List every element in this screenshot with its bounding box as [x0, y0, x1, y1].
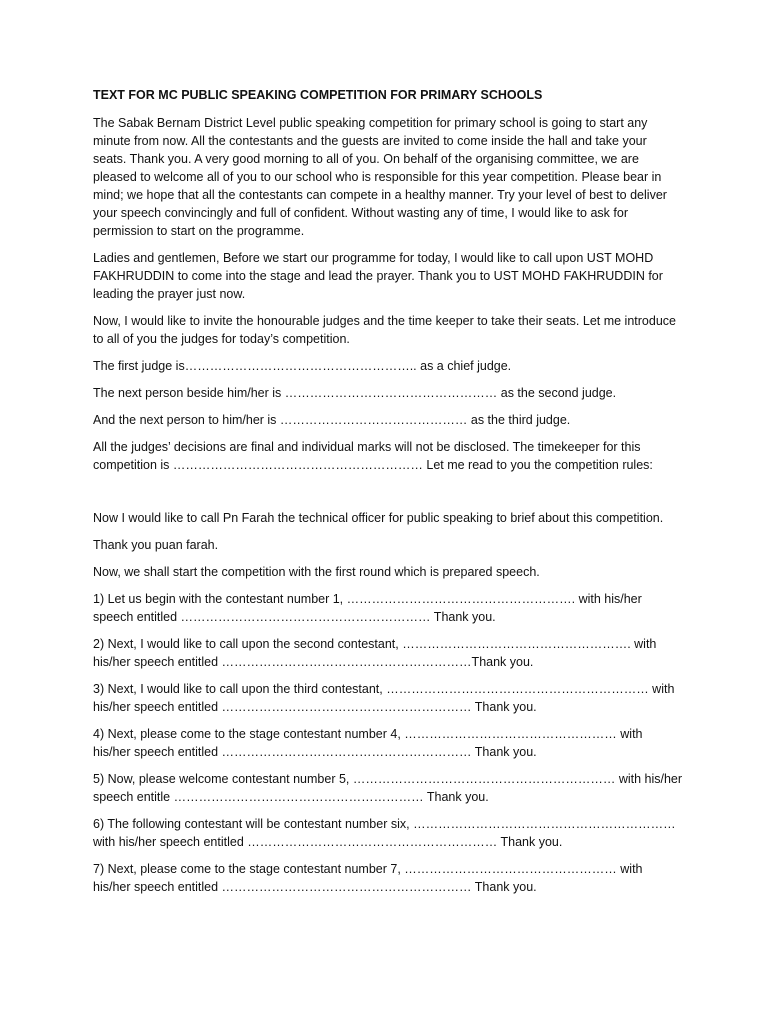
- paragraph-first-judge: The first judge is……………………………………………….. as a chief judge.: [93, 359, 512, 373]
- paragraph-technical-officer: Now I would like to call Pn Farah the technical officer for public speaking to brief about this competition.: [93, 511, 664, 525]
- contestant-item: 2) Next, I would like to call upon the second contestant, ………………………………………………. with his/her speech entitled ……………………………………………………Thank you.: [93, 637, 657, 669]
- contestant-item: 3) Next, I would like to call upon the third contestant, ……………………………………………………… with his/her speech entitled …………………………………………………… Thank you.: [93, 682, 675, 714]
- contestant-item: 7) Next, please come to the stage contestant number 7, …………………………………………… with his/her speech entitled …………………………………………………… Thank you.: [93, 862, 643, 894]
- paragraph-second-judge: The next person beside him/her is …………………………………………… as the second judge.: [93, 386, 617, 400]
- paragraph-judges-intro: Now, I would like to invite the honourable judges and the time keeper to take their seats. Let me introduce to all of you the judges for today’s competition.: [93, 314, 676, 346]
- paragraph-first-round: Now, we shall start the competition with the first round which is prepared speech.: [93, 565, 540, 579]
- paragraph-prayer: Ladies and gentlemen, Before we start our programme for today, I would like to call upon UST MOHD FAKHRUDDIN to come into the stage and lead the prayer. Thank you to UST MOHD FAKHRUDDIN for leading the prayer just now.: [93, 251, 663, 301]
- contestant-item: 5) Now, please welcome contestant number 5, ……………………………………………………… with his/her speech entitle …………………………………………………… Thank you.: [93, 772, 683, 804]
- paragraph-thanks: Thank you puan farah.: [93, 538, 219, 552]
- spacer: [93, 483, 683, 509]
- document-page: [93, 86, 683, 905]
- paragraph-rules: All the judges’ decisions are final and individual marks will not be disclosed. The timekeeper for this competition is …………………………………………………… Let me read to you the competition rules:: [93, 440, 653, 472]
- document-title: TEXT FOR MC PUBLIC SPEAKING COMPETITION FOR PRIMARY SCHOOLS: [93, 88, 543, 102]
- paragraph-third-judge: And the next person to him/her is ……………………………………… as the third judge.: [93, 413, 571, 427]
- contestant-item: 1) Let us begin with the contestant number 1, ………………………………………………. with his/her speech entitled …………………………………………………… Thank you.: [93, 592, 642, 624]
- paragraph-welcome: The Sabak Bernam District Level public speaking competition for primary school is going to start any minute from now. All the contestants and the guests are invited to come inside the hall and take your seats. Thank you. A very good morning to all of you. On behalf of the organising committee, we are pleased to welcome all of you to our school who is responsible for this year competition. Please bear in mind; we hope that all the contestants can compete in a healthy manner. Try your level of best to deliver your speech convincingly and full of confident. Without wasting any of time, I would like to ask for permission to start on the programme.: [93, 116, 667, 238]
- contestant-item: 6) The following contestant will be contestant number six, ……………………………………………………… with his/her speech entitled …………………………………………………… Thank you.: [93, 817, 676, 849]
- contestant-item: 4) Next, please come to the stage contestant number 4, …………………………………………… with his/her speech entitled …………………………………………………… Thank you.: [93, 727, 643, 759]
